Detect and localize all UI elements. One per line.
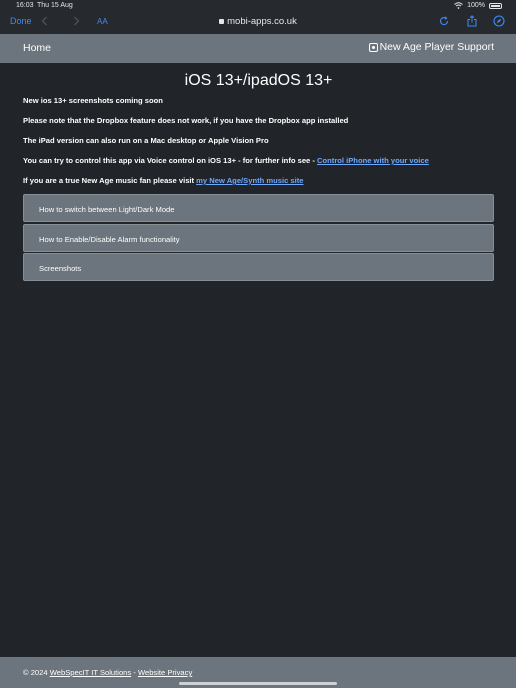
accordion-screenshots[interactable]: Screenshots	[23, 253, 494, 281]
accordion-alarm[interactable]: How to Enable/Disable Alarm functionality	[23, 224, 494, 252]
footer-copyright: © 2024	[23, 668, 50, 677]
music-site-text: If you are a true New Age music fan please visit	[23, 176, 197, 185]
status-right	[454, 2, 502, 9]
music-site-link[interactable]: my New Age/Synth music site	[196, 176, 304, 185]
wifi-icon	[454, 2, 463, 9]
nav-support-link[interactable]	[369, 41, 494, 53]
main-content	[23, 63, 494, 273]
text-size-button[interactable]: AA	[97, 17, 108, 26]
nav-home-link[interactable]: Home	[23, 42, 52, 54]
compass-icon[interactable]	[493, 15, 505, 27]
battery-icon	[489, 3, 502, 9]
status-time: 16:03	[16, 2, 34, 9]
footer-company-link[interactable]: WebSpecIT IT Solutions	[49, 668, 132, 677]
notice-platforms: The iPad version can also run on a Mac desktop or Apple Vision Pro	[23, 136, 269, 145]
site-navbar	[0, 34, 516, 63]
status-bar	[0, 0, 516, 12]
status-date: Thu 15 Aug	[37, 2, 73, 9]
accordion-light-dark-mode[interactable]: How to switch between Light/Dark Mode	[23, 194, 494, 222]
battery-percent: 100%	[467, 2, 485, 9]
notice-screenshots: New ios 13+ screenshots coming soon	[23, 96, 163, 105]
voice-control-link[interactable]: Control iPhone with your voice	[317, 156, 429, 165]
footer-privacy-link[interactable]: Website Privacy	[137, 668, 193, 677]
voice-control-text: You can try to control this app via Voice control on iOS 13+ - for further info see -	[23, 156, 318, 165]
footer-separator: -	[131, 668, 138, 677]
page-title: iOS 13+/ipadOS 13+	[184, 72, 333, 89]
footer-text	[23, 668, 192, 677]
app-icon	[369, 43, 378, 52]
reload-icon[interactable]	[439, 16, 449, 26]
share-icon[interactable]	[467, 15, 477, 27]
home-indicator[interactable]	[179, 682, 337, 685]
notice-music-site	[23, 176, 304, 185]
url-text: mobi-apps.co.uk	[227, 16, 297, 27]
done-button[interactable]: Done	[10, 16, 32, 26]
notice-voice-control	[23, 156, 429, 165]
lock-icon	[219, 19, 224, 24]
browser-toolbar	[0, 12, 516, 34]
nav-support-label: New Age Player Support	[379, 41, 494, 53]
notice-dropbox: Please note that the Dropbox feature does not work, if you have the Dropbox app installed	[23, 116, 349, 125]
